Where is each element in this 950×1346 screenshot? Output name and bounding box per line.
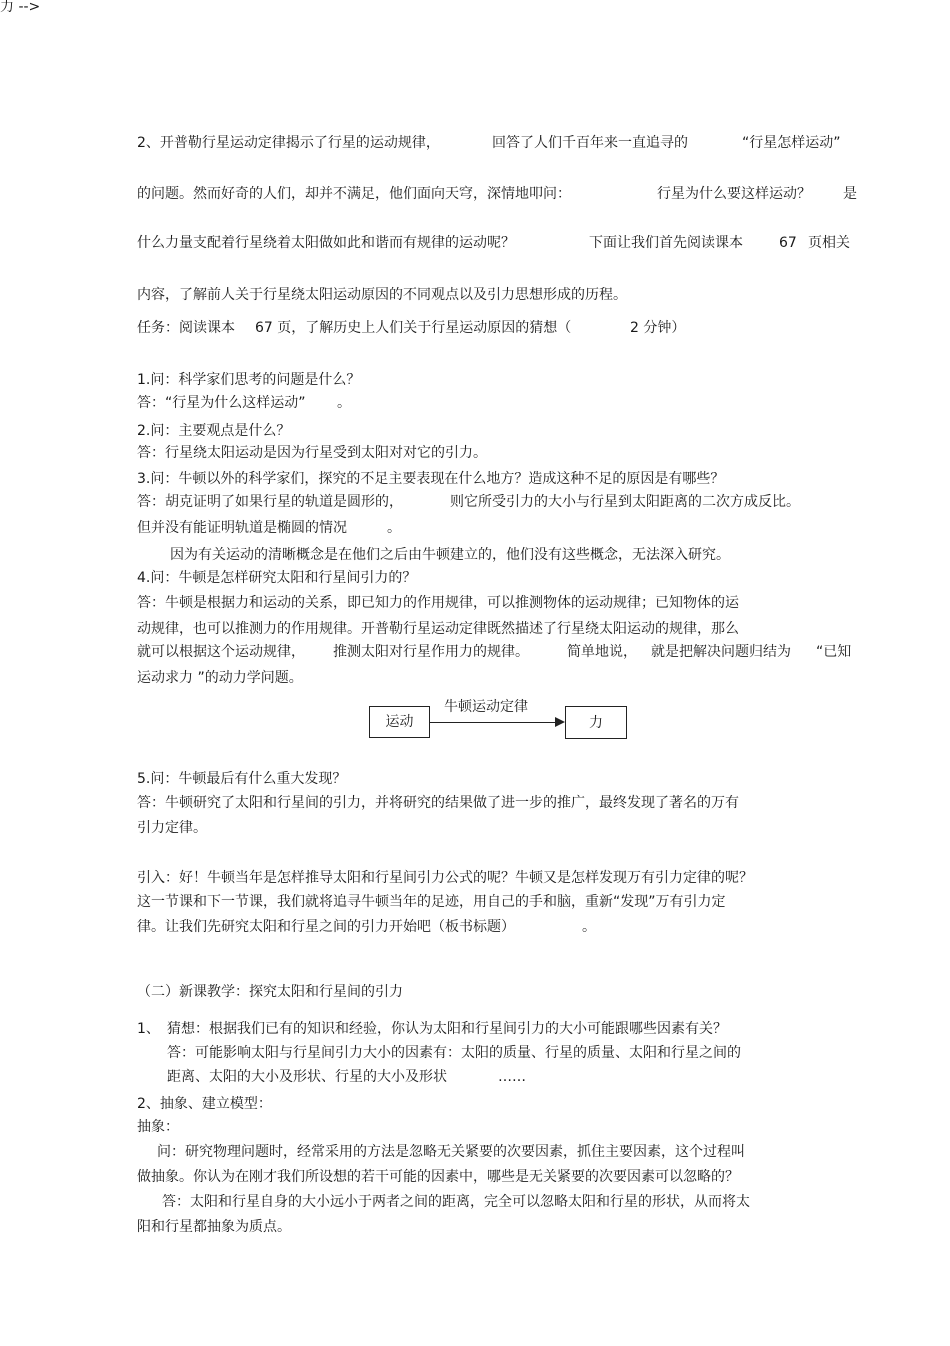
intro-line2-a: 的问题。然而好奇的人们，却并不满足，他们面向天穹，深情地叩问： [137,186,571,202]
answer-5-line2: 引力定律。 [137,820,207,836]
answer-4-line4: 运动求力 ”的动力学问题。 [137,670,303,686]
lead-line1: 引入：好！牛顿当年是怎样推导太阳和行星间引力公式的呢？牛顿又是怎样发现万有引力定律的呢？ [137,870,753,886]
step-1-answer-line1: 答：可能影响太阳与行星间引力大小的因素有：太阳的质量、行星的质量、太阳和行星之间的 [167,1045,741,1061]
answer-1-a: 答：“行星为什么这样运动” [137,395,306,411]
answer-5-line1: 答：牛顿研究了太阳和行星间的引力，并将研究的结果做了进一步的推广，最终发现了著名的万有 [137,795,739,811]
task-a: 任务：阅读课本 [137,320,235,336]
answer-4-line3-e: “已知 [816,644,852,660]
answer-2: 答：行星绕太阳运动是因为行星受到太阳对对它的引力。 [137,445,487,461]
step-1-answer-line2-b: …… [498,1069,526,1085]
intro-line3-c: 67 [779,235,797,251]
intro-line1-b: 回答了人们千百年来一直追寻的 [492,135,688,151]
lead-line2: 这一节课和下一节课，我们就将追寻牛顿当年的足迹，用自己的手和脑，重新“发现”万有引力定 [137,894,726,910]
question-5: 5.问：牛顿最后有什么重大发现？ [137,771,347,787]
intro-line2-c: 是 [843,186,857,202]
lead-line3-a: 律。让我们先研究太阳和行星之间的引力开始吧（板书标题） [137,919,515,935]
abstraction-answer-line1: 答：太阳和行星自身的大小远小于两者之间的距离，完全可以忽略太阳和行星的形状，从而将太 [162,1194,750,1210]
answer-4-line3-d: 就是把解决问题归结为 [651,644,791,660]
abstraction-label: 抽象： [137,1119,179,1135]
intro-line1-c: “行星怎样运动” [742,135,841,151]
abstraction-question-line1: 问：研究物理问题时，经常采用的方法是忽略无关紧要的次要因素，抓住主要因素，这个过程叫 [157,1144,745,1160]
abstraction-answer-line2: 阳和行星都抽象为质点。 [137,1219,291,1235]
abstraction-question-line2: 做抽象。你认为在刚才我们所设想的若干可能的因素中，哪些是无关紧要的次要因素可以忽略的？ [137,1169,739,1185]
answer-3-line3: 因为有关运动的清晰概念是在他们之后由牛顿建立的，他们没有这些概念，无法深入研究。 [170,547,730,563]
intro-line3-d: 页相关 [808,235,850,251]
answer-1-b: 。 [337,395,351,411]
answer-4-line3-a: 就可以根据这个运动规律， [137,644,305,660]
answer-3-line1-b: 则它所受引力的大小与行星到太阳距离的二次方成反比。 [450,494,800,510]
answer-3-line1-a: 答：胡克证明了如果行星的轨道是圆形的， [137,494,403,510]
lead-line3-b: 。 [582,919,596,935]
intro-line3-b: 下面让我们首先阅读课本 [589,235,743,251]
answer-4-line2: 动规律，也可以推测力的作用规律。开普勒行星运动定律既然描述了行星绕太阳运动的规律，那么 [137,621,739,637]
question-2: 2.问：主要观点是什么？ [137,423,291,439]
intro-line1-a: 2、开普勒行星运动定律揭示了行星的运动规律， [137,135,440,151]
answer-3-line2-a: 但并没有能证明轨道是椭圆的情况 [137,520,347,536]
answer-4-line3-c: 简单地说， [567,644,637,660]
diagram-arrow-label: 牛顿运动定律 [444,699,528,715]
question-3: 3.问：牛顿以外的科学家们，探究的不足主要表现在什么地方？造成这种不足的原因是有哪些？ [137,471,725,487]
step-1-text: 猜想：根据我们已有的知识和经验，你认为太阳和行星间引力的大小可能跟哪些因素有关？ [167,1021,727,1037]
diagram-arrow-line [430,722,555,723]
step-1-number: 1、 [137,1021,160,1037]
section-title: （二）新课教学：探究太阳和行星间的引力 [137,984,403,1000]
answer-4-line1: 答：牛顿是根据力和运动的关系，即已知力的作用规律，可以推测物体的运动规律；已知物体的运 [137,595,739,611]
arrow-right-icon [555,717,565,727]
question-4: 4.问：牛顿是怎样研究太阳和行星间引力的？ [137,570,417,586]
task-c: 2 分钟） [630,320,686,336]
answer-3-line2-b: 。 [387,520,401,536]
intro-line4: 内容，了解前人关于行星绕太阳运动原因的不同观点以及引力思想形成的历程。 [137,287,627,303]
diagram-force-box: 力 [565,706,627,739]
answer-4-line3-b: 推测太阳对行星作用力的规律。 [333,644,529,660]
task-b: 67 页，了解历史上人们关于行星运动原因的猜想（ [255,320,572,336]
intro-line2-b: 行星为什么要这样运动？ [657,186,811,202]
diagram-motion-box: 运动 [369,706,430,738]
step-2-title: 2、抽象、建立模型： [137,1096,272,1112]
question-1: 1.问：科学家们思考的问题是什么？ [137,372,361,388]
intro-line3-a: 什么力量支配着行星绕着太阳做如此和谐而有规律的运动呢？ [137,235,515,251]
step-1-answer-line2-a: 距离、太阳的大小及形状、行星的大小及形状 [167,1069,447,1085]
